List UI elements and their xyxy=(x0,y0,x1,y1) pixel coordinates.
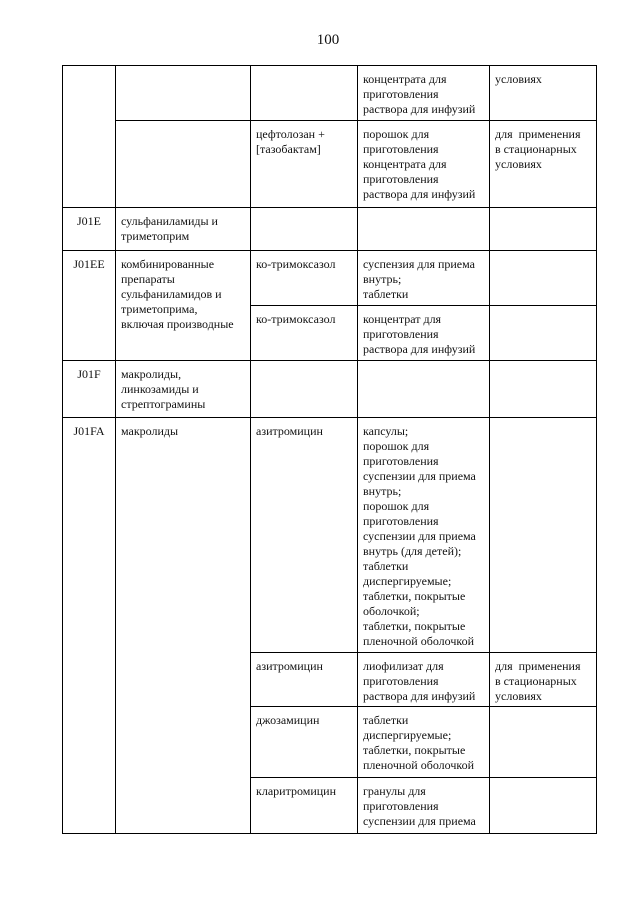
dosage-form-cell: лиофилизат для приготовления раствора для инфузий xyxy=(358,653,490,707)
conditions-cell: условиях xyxy=(490,66,597,121)
atc-code-cell: J01FA xyxy=(63,418,116,834)
atc-code-cell: J01EE xyxy=(63,251,116,361)
atc-code-cell: J01F xyxy=(63,361,116,418)
atc-code-cell: J01E xyxy=(63,208,116,251)
group-name-cell: комбинированные препараты сульфаниламидов и триметоприма, включая производные xyxy=(116,251,251,361)
conditions-cell: для применения в стационарных условиях xyxy=(490,653,597,707)
table-row xyxy=(63,121,597,208)
drug-name-cell: азитромицин xyxy=(251,418,358,653)
dosage-form-cell: концентрата для приготовления раствора для инфузий xyxy=(358,66,490,121)
dosage-form-cell: таблетки диспергируемые; таблетки, покрытые пленочной оболочкой xyxy=(358,707,490,778)
group-name-cell xyxy=(116,66,251,121)
drug-name-cell xyxy=(251,208,358,251)
conditions-cell xyxy=(490,778,597,834)
dosage-form-cell: капсулы; порошок для приготовления суспензии для приема внутрь; порошок для приготовления суспензии для приема внутрь (для детей); таблетки диспергируемые; таблетки, покрытые оболочкой; таблетки, покрытые пленочной оболочкой xyxy=(358,418,490,653)
group-name-cell: макролиды xyxy=(116,418,251,834)
table-row xyxy=(63,361,597,418)
dosage-form-cell: гранулы для приготовления суспензии для приема xyxy=(358,778,490,834)
conditions-cell: для применения в стационарных условиях xyxy=(490,121,597,208)
drug-name-cell: ко-тримоксазол xyxy=(251,306,358,361)
dosage-form-cell xyxy=(358,208,490,251)
conditions-cell xyxy=(490,361,597,418)
group-name-cell: сульфаниламиды и триметоприм xyxy=(116,208,251,251)
conditions-cell xyxy=(490,208,597,251)
drug-table xyxy=(62,65,597,834)
table-row xyxy=(63,418,597,653)
dosage-form-cell xyxy=(358,361,490,418)
drug-name-cell: джозамицин xyxy=(251,707,358,778)
drug-name-cell: цефтолозан + [тазобактам] xyxy=(251,121,358,208)
dosage-form-cell: порошок для приготовления концентрата для приготовления раствора для инфузий xyxy=(358,121,490,208)
conditions-cell xyxy=(490,707,597,778)
page-number: 100 xyxy=(316,32,340,48)
atc-code-cell xyxy=(63,66,116,208)
table-row xyxy=(63,251,597,306)
drug-name-cell xyxy=(251,66,358,121)
dosage-form-cell: суспензия для приема внутрь; таблетки xyxy=(358,251,490,306)
drug-name-cell: ко-тримоксазол xyxy=(251,251,358,306)
drug-name-cell: кларитромицин xyxy=(251,778,358,834)
conditions-cell xyxy=(490,306,597,361)
conditions-cell xyxy=(490,418,597,653)
dosage-form-cell: концентрат для приготовления раствора для инфузий xyxy=(358,306,490,361)
drug-name-cell: азитромицин xyxy=(251,653,358,707)
conditions-cell xyxy=(490,251,597,306)
group-name-cell xyxy=(116,121,251,208)
drug-name-cell xyxy=(251,361,358,418)
table-row xyxy=(63,208,597,251)
table-row xyxy=(63,66,597,121)
group-name-cell: макролиды, линкозамиды и стрептограмины xyxy=(116,361,251,418)
